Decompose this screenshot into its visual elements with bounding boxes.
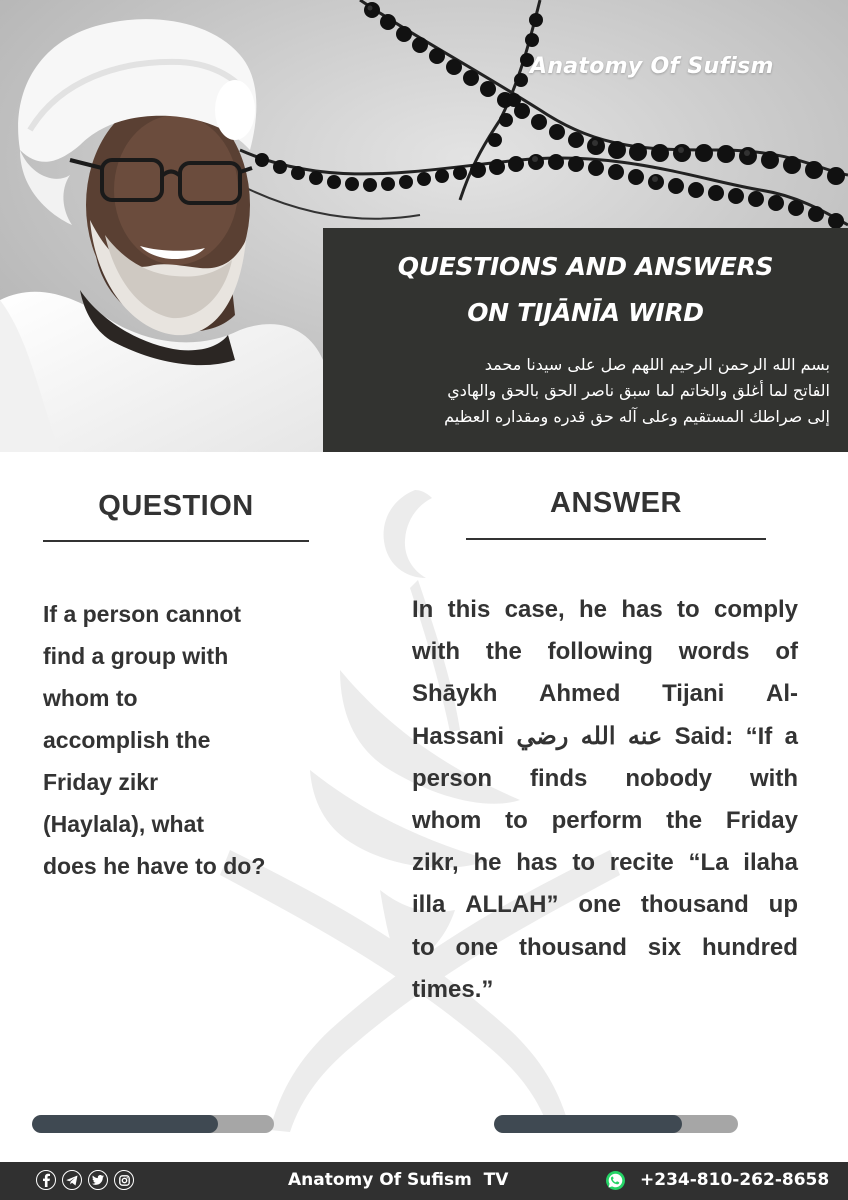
whatsapp-icon[interactable] [605, 1170, 626, 1191]
answer-line: In this case, he has to comply [412, 596, 798, 623]
question-line: find a group with [43, 643, 229, 669]
header-banner [0, 0, 848, 452]
twitter-icon[interactable] [88, 1170, 108, 1190]
answer-line: to one thousand six hundred [412, 933, 798, 961]
answer-line: Hassani رضي الله عنه Said: “If a [412, 722, 798, 750]
footer-bar [0, 1162, 848, 1200]
answer-progress-bar [494, 1115, 738, 1133]
answer-line: person finds nobody with [412, 764, 798, 792]
footer-channel-name: Anatomy Of Sufism TV [288, 1170, 509, 1190]
answer-text [412, 589, 798, 1011]
question-line: (Haylala), what [43, 811, 205, 837]
instagram-icon[interactable] [114, 1170, 134, 1190]
answer-line: illa ALLAH” one thousand up [412, 891, 798, 919]
question-heading: QUESTION [98, 490, 254, 522]
question-line: If a person cannot [43, 601, 242, 627]
salat-fatih-arabic-text [343, 352, 830, 430]
question-line: accomplish the [43, 727, 211, 753]
arabic-line: الفاتح لما أغلق والخاتم لما سبق ناصر الحق بالحق والهادي [447, 381, 830, 400]
question-line: whom to [43, 685, 138, 711]
progress-fill [494, 1115, 682, 1133]
question-progress-bar [32, 1115, 274, 1133]
arabic-line: إلى صراطك المستقيم وعلى آله حق قدره ومقداره العظيم [444, 407, 830, 426]
arabic-line: بسم الله الرحمن الرحيم اللهم صل على سيدنا محمد [484, 355, 830, 374]
answer-line: with the following words of [412, 638, 798, 666]
answer-heading: ANSWER [550, 487, 682, 519]
progress-fill [32, 1115, 218, 1133]
answer-line: whom to perform the Friday [412, 807, 798, 835]
question-line: does he have to do? [43, 853, 266, 879]
question-line: Friday zikr [43, 769, 159, 795]
question-heading-underline [43, 540, 309, 542]
contact-phone-number[interactable]: +234-810-262-8658 [640, 1170, 830, 1190]
answer-heading-underline [466, 538, 766, 540]
answer-line: times.” [412, 975, 494, 1003]
telegram-icon[interactable] [62, 1170, 82, 1190]
title-line-1: QUESTIONS AND ANSWERS [397, 252, 774, 281]
social-links [36, 1170, 134, 1190]
title-panel [323, 228, 848, 452]
facebook-icon[interactable] [36, 1170, 56, 1190]
brand-name: Anatomy Of Sufism [530, 54, 774, 79]
question-text [43, 593, 293, 887]
answer-line: Shāykh Ahmed Tijani Al- [412, 680, 798, 708]
answer-line: zikr, he has to recite “La ilaha [412, 849, 798, 877]
title-line-2: ON TIJĀNĪA WIRD [467, 298, 704, 327]
